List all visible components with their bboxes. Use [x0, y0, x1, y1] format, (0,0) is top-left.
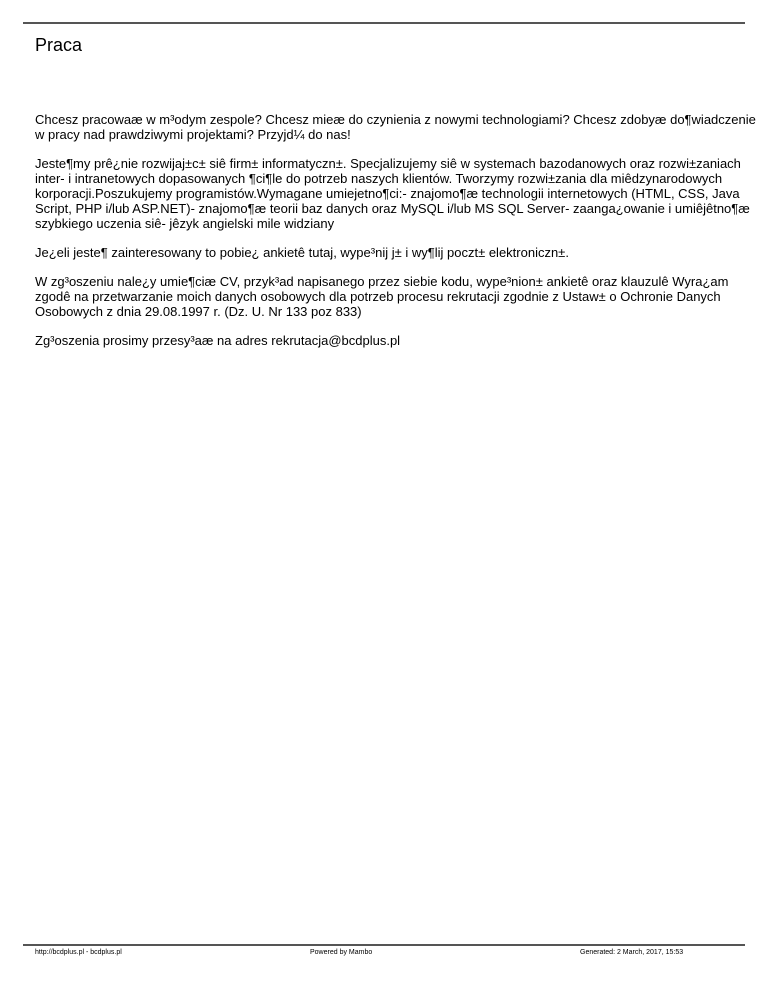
footer-site-url: http://bcdplus.pl - bcdplus.pl	[35, 949, 122, 956]
bottom-divider	[23, 944, 745, 946]
footer-powered-by: Powered by Mambo	[310, 949, 373, 956]
paragraph-company: Jeste¶my prê¿nie rozwijaj±c± siê firm± informatyczn±. Specjalizujemy siê w systemach bazodanowych oraz rozwi±zaniach inter- i intranetowych dopasowanych ¶ci¶le do potrzeb naszych klientów. Tworzymy rozwi±zania dla miêdzynarodowych korporacji.Poszukujemy programistów.Wymagane umiejetno¶ci:- znajomo¶æ technologii internetowych (HTML, CSS, Java Script, PHP i/lub ASP.NET)- znajomo¶æ teorii baz danych oraz MySQL i/lub MS SQL Server- zaanga¿owanie i umiêjêtno¶æ szybkiego uczenia siê- jêzyk angielski mile widziany	[35, 156, 750, 231]
top-divider	[23, 22, 745, 24]
paragraph-contact: Zg³oszenia prosimy przesy³aæ na adres rekrutacja@bcdplus.pl	[35, 333, 401, 348]
paragraph-intro: Chcesz pracowaæ w m³odym zespole? Chcesz mieæ do czynienia z nowymi technologiami? Chcesz zdobyæ do¶wiadczenie w pracy nad prawdziwymi projektami? Przyjd¼ do nas!	[35, 112, 756, 142]
article-content	[35, 112, 757, 362]
page-title: Praca	[35, 35, 83, 55]
paragraph-requirements: W zg³oszeniu nale¿y umie¶ciæ CV, przyk³ad napisanego przez siebie kodu, wype³nion± ankietê oraz klauzulê Wyra¿am zgodê na przetwarzanie moich danych osobowych dla potrzeb procesu rekrutacji zgodnie z Ustaw± o Ochronie Danych Osobowych z dnia 29.08.1997 r. (Dz. U. Nr 133 poz 833)	[35, 274, 729, 319]
footer-generated-date: Generated: 2 March, 2017, 15:53	[580, 949, 684, 956]
paragraph-survey: Je¿eli jeste¶ zainteresowany to pobie¿ ankietê tutaj, wype³nij j± i wy¶lij poczt± elektroniczn±.	[35, 245, 569, 260]
